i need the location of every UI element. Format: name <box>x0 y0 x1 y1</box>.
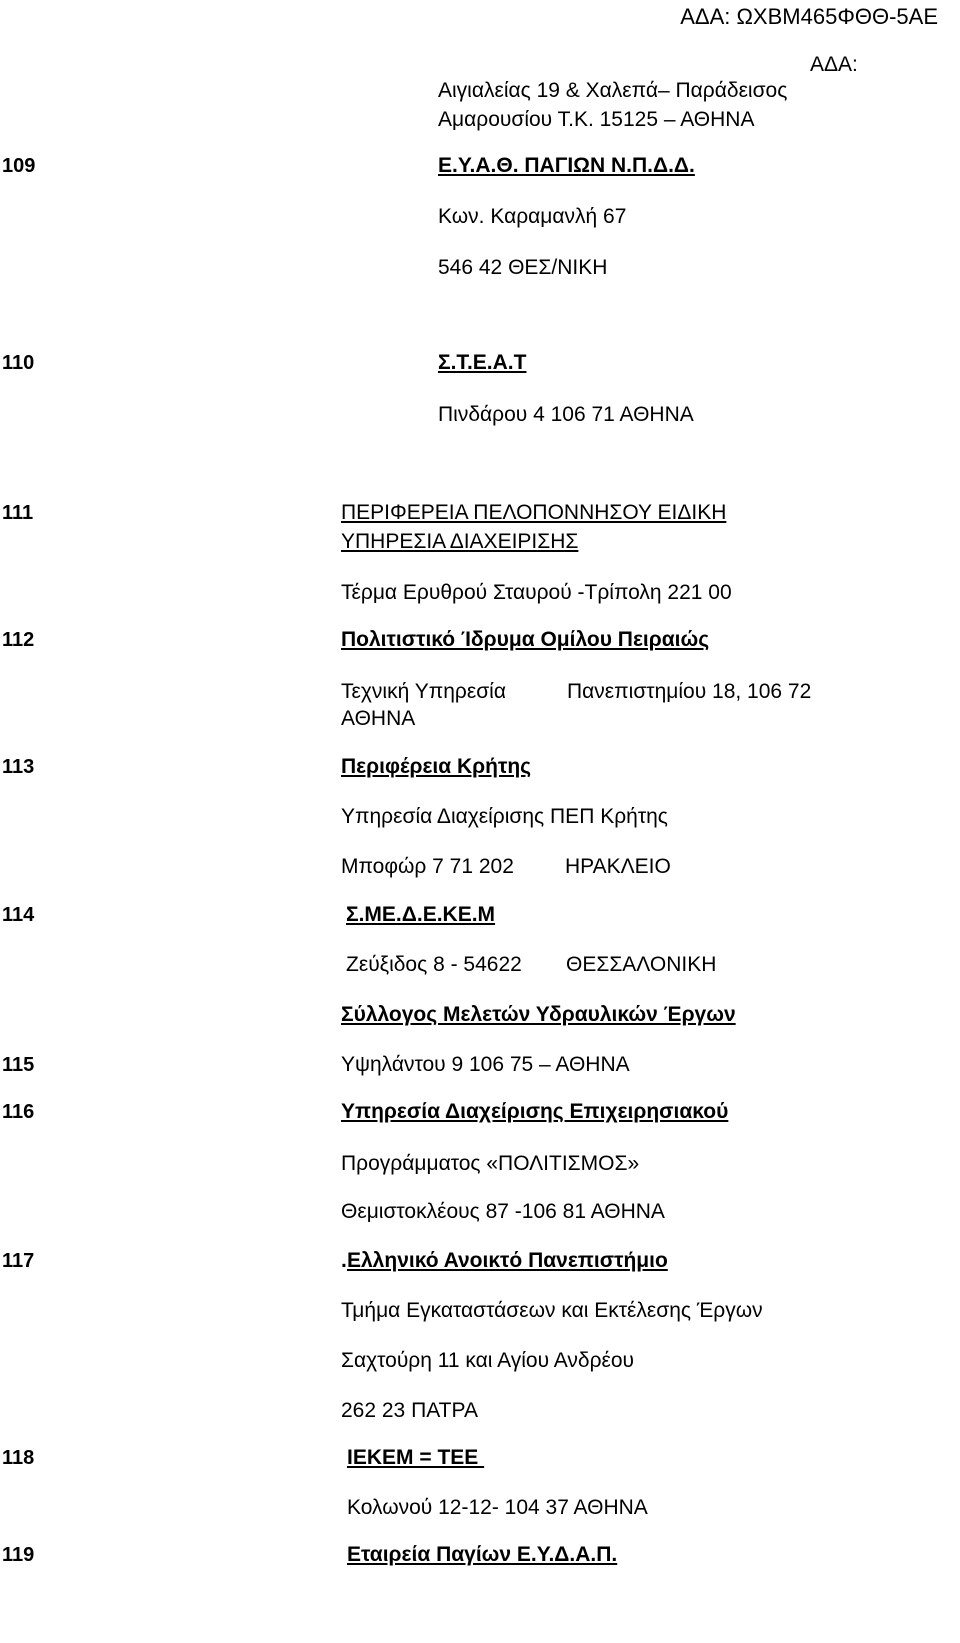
entry-name: Σύλλογος Μελετών Υδραυλικών Έργων <box>341 1003 736 1026</box>
entry-number: 117 <box>2 1250 35 1272</box>
entry-number: 109 <box>2 155 36 177</box>
address-line: ΑΘΗΝΑ <box>341 707 416 730</box>
entry-name: Εταιρεία Παγίων Ε.Υ.Δ.Α.Π. <box>347 1543 618 1566</box>
entry-number: 112 <box>2 629 35 651</box>
entry-number: 113 <box>2 756 35 778</box>
entry-number: 116 <box>2 1101 35 1123</box>
entry-number: 110 <box>2 352 35 374</box>
address-line: ΘΕΣΣΑΛΟΝΙΚΗ <box>566 953 717 976</box>
address-line: Τμήμα Εγκαταστάσεων και Εκτέλεσης Έργων <box>341 1299 763 1322</box>
address-line: Θεμιστοκλέους 87 -106 81 ΑΘΗΝΑ <box>341 1200 665 1223</box>
entry-number: 114 <box>2 904 35 926</box>
ada-code: ΑΔΑ: ΩΧΒΜ465ΦΘΘ-5ΑΕ <box>680 4 938 29</box>
entry-number: 111 <box>2 502 34 524</box>
entry-number: 119 <box>2 1544 35 1566</box>
address-line: Σαχτούρη 11 και Αγίου Ανδρέου <box>341 1349 635 1372</box>
entry-name: Ε.Υ.Α.Θ. ΠΑΓΙΩΝ Ν.Π.Δ.Δ. <box>438 154 695 177</box>
address-line: Αμαρουσίου Τ.Κ. 15125 – ΑΘΗΝΑ <box>438 108 755 131</box>
entry-name: ΙΕΚΕΜ = ΤΕΕ <box>347 1446 485 1469</box>
entry-name: Υπηρεσία Διαχείρισης Επιχειρησιακού <box>341 1100 729 1123</box>
entry-name: Περιφέρεια Κρήτης <box>341 755 532 778</box>
entry-number: 115 <box>2 1054 35 1076</box>
address-line: Προγράμματος «ΠΟΛΙΤΙΣΜΟΣ» <box>341 1152 640 1175</box>
address-line: 262 23 ΠΑΤΡΑ <box>341 1399 478 1422</box>
entry-name: ΥΠΗΡΕΣΙΑ ΔΙΑΧΕΙΡΙΣΗΣ <box>341 530 579 553</box>
ada-label: ΑΔΑ: <box>810 53 858 76</box>
address-line: Ζεύξιδος 8 - 54622 <box>346 953 522 976</box>
address-line: Αιγιαλείας 19 & Χαλεπά– Παράδεισος <box>438 79 788 102</box>
address-line: Πανεπιστημίου 18, 106 72 <box>567 680 812 703</box>
entry-name: ΠΕΡΙΦΕΡΕΙΑ ΠΕΛΟΠΟΝΝΗΣΟΥ ΕΙΔΙΚΗ <box>341 501 727 524</box>
entry-name: Ελληνικό Ανοικτό Πανεπιστήμιο <box>347 1249 668 1272</box>
address-line: 546 42 ΘΕΣ/ΝΙΚΗ <box>438 256 608 279</box>
address-line: Υπηρεσία Διαχείρισης ΠΕΠ Κρήτης <box>341 805 668 828</box>
address-line: Κολωνού 12-12- 104 37 ΑΘΗΝΑ <box>347 1496 648 1519</box>
entry-number: 118 <box>2 1447 35 1469</box>
address-line: Μποφώρ 7 71 202 <box>341 855 514 878</box>
address-line: Πινδάρου 4 106 71 ΑΘΗΝΑ <box>438 403 694 426</box>
address-line: Κων. Καραμανλή 67 <box>438 205 627 228</box>
entry-name: Σ.ΜΕ.Δ.Ε.ΚΕ.Μ <box>346 903 496 926</box>
address-line: Τέρμα Ερυθρού Σταυρού -Τρίπολη 221 00 <box>341 581 732 604</box>
address-line: ΗΡΑΚΛΕΙΟ <box>565 855 671 878</box>
entry-name: Πολιτιστικό Ίδρυμα Ομίλου Πειραιώς <box>341 628 710 651</box>
address-line: Υψηλάντου 9 106 75 – ΑΘΗΝΑ <box>341 1053 630 1076</box>
entry-name: Σ.Τ.Ε.Α.Τ <box>438 351 527 374</box>
address-line: Τεχνική Υπηρεσία <box>341 680 506 703</box>
entry-name-prefix: . <box>341 1249 347 1272</box>
